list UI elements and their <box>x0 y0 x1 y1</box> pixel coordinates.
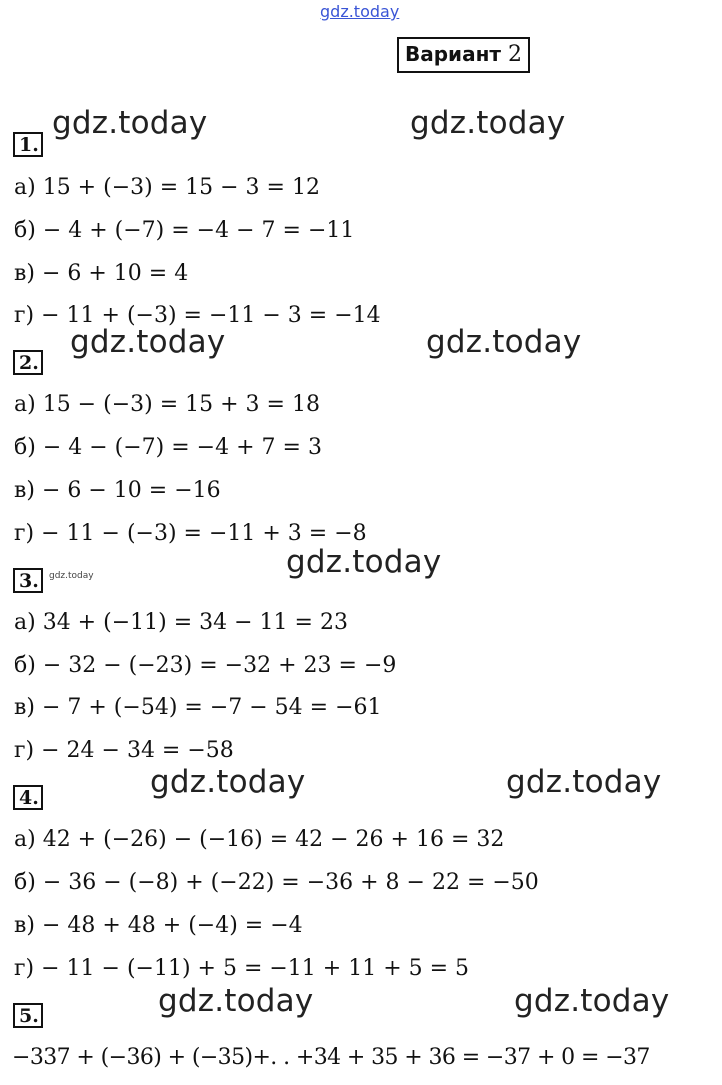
task-3-line-b: б) − 32 − (−23) = −32 + 23 = −9 <box>14 653 397 678</box>
task-1-line-c: в) − 6 + 10 = 4 <box>14 261 189 286</box>
task-number-3: 3. <box>13 568 43 593</box>
task-3-line-a: а) 34 + (−11) = 34 − 11 = 23 <box>14 610 348 635</box>
variant-number: 2 <box>507 42 522 67</box>
watermark: gdz.today <box>426 324 582 360</box>
task-2-line-b: б) − 4 − (−7) = −4 + 7 = 3 <box>14 435 322 460</box>
task-1-line-a: а) 15 + (−3) = 15 − 3 = 12 <box>14 175 320 200</box>
task-3-line-c: в) − 7 + (−54) = −7 − 54 = −61 <box>14 695 382 720</box>
task-number-4: 4. <box>13 785 43 810</box>
watermark-small: gdz.today <box>49 571 94 581</box>
task-2-line-a: а) 15 − (−3) = 15 + 3 = 18 <box>14 392 320 417</box>
watermark: gdz.today <box>514 983 670 1019</box>
task-5-line: −337 + (−36) + (−35)+. . +34 + 35 + 36 = −37 + 0 = −37 <box>12 1045 650 1070</box>
task-2-line-d: г) − 11 − (−3) = −11 + 3 = −8 <box>14 521 367 546</box>
task-4-line-c: в) − 48 + 48 + (−4) = −4 <box>14 913 303 938</box>
watermark: gdz.today <box>52 105 208 141</box>
task-3-line-d: г) − 24 − 34 = −58 <box>14 738 234 763</box>
task-4-line-d: г) − 11 − (−11) + 5 = −11 + 11 + 5 = 5 <box>14 956 470 981</box>
watermark: gdz.today <box>286 544 442 580</box>
watermark: gdz.today <box>70 324 226 360</box>
variant-label: Вариант <box>405 42 501 66</box>
task-1-line-b: б) − 4 + (−7) = −4 − 7 = −11 <box>14 218 355 243</box>
task-4-line-b: б) − 36 − (−8) + (−22) = −36 + 8 − 22 = −50 <box>14 870 539 895</box>
task-number-2: 2. <box>13 350 43 375</box>
task-4-line-a: а) 42 + (−26) − (−16) = 42 − 26 + 16 = 32 <box>14 827 505 852</box>
watermark: gdz.today <box>150 764 306 800</box>
task-1-line-d: г) − 11 + (−3) = −11 − 3 = −14 <box>14 303 381 328</box>
watermark: gdz.today <box>158 983 314 1019</box>
watermark: gdz.today <box>410 105 566 141</box>
watermark-top: gdz.today <box>320 2 400 21</box>
task-number-5: 5. <box>13 1003 43 1028</box>
task-2-line-c: в) − 6 − 10 = −16 <box>14 478 221 503</box>
variant-header <box>397 37 530 73</box>
watermark: gdz.today <box>506 764 662 800</box>
task-number-1: 1. <box>13 132 43 157</box>
